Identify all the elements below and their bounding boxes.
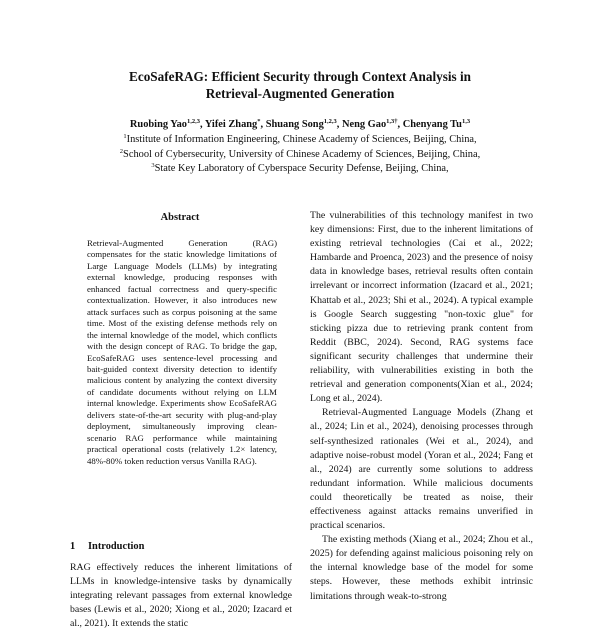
author-list: Ruobing Yao$^{1,2,3}$, Yifei Zhang*, Shuang Song$^{1,2,3}$, Neng Gao$^{1,3\dagger}$, Chenyang Tu$^{1,3}$ bbox=[129, 118, 471, 130]
introduction-paragraph: RAG effectively reduces the inherent limitations of LLMs in knowledge-intensive tasks by dynamically integrating relevant passages from external knowledge bases (Lewis et al., 2020; Xiong et al., 2020; Izacard et al., 2021). It extends the static bbox=[70, 562, 292, 630]
body-paragraph: Retrieval-Augmented Language Models (Zhang et al., 2024; Lin et al., 2024), denoising processes through self-synthesized rationales (Wei et al., 2024), and adaptive noise-robust model (Yoran et al., 2024; Fang et al., 2024) are currently some solutions to address redundant information. While malicious documents could theoretically be treated as noise, their effectiveness against attacks remains unverified in practical scenarios. bbox=[310, 407, 533, 532]
right-column bbox=[310, 209, 533, 604]
author-name: Yifei Zhang bbox=[204, 119, 258, 130]
abstract-heading: Abstract bbox=[160, 212, 200, 223]
author-affiliation-marker: 1,2,3 bbox=[323, 118, 337, 125]
affiliation bbox=[40, 133, 560, 148]
author-name: Chenyang Tu bbox=[402, 119, 462, 130]
body-paragraph: The existing methods (Xiang et al., 2024; Zhou et al., 2025) for defending against malicious poisoning rely on the internal knowledge base of the model for some steps. However, these methods exhibit intrinsic limitations through weak-to-strong bbox=[310, 534, 533, 602]
affiliation-text: State Key Laboratory of Cyberspace Security Defense, Beijing, China, bbox=[154, 163, 449, 174]
title-line-2: Retrieval-Augmented Generation bbox=[205, 85, 395, 101]
section-title: Introduction bbox=[88, 541, 145, 552]
author-affiliation-marker: * bbox=[257, 118, 261, 125]
affiliation bbox=[40, 148, 560, 163]
affiliation-marker: 2 bbox=[119, 147, 124, 155]
affiliation bbox=[40, 162, 560, 177]
section-number: 1 bbox=[70, 541, 76, 552]
paper-title bbox=[60, 69, 540, 102]
abstract-body: Retrieval-Augmented Generation (RAG) compensates for the static knowledge limitations of Large Language Models (LLMs) by integrating external knowledge, producing responses with enhanced factual correctness and query-specific contextualization. However, it also introduces new attack surfaces such as corpus poisoning at the same time. Most of the existing defense methods rely on the internal knowledge of the model, which conflicts with the design concept of RAG. To bridge the gap, EcoSafeRAG uses sentence-level processing and bait-guided context diversity detection to identify malicious content by analyzing the context diversity of candidate documents without relying on LLM internal knowledge. Experiments show EcoSafeRAG delivers state-of-the-art security with plug-and-play deployment, simultaneously improving clean-scenario RAG performance while maintaining practical operational costs (relatively 1.2× latency, 48%-80% token reduction versus Vanilla RAG). bbox=[87, 238, 277, 466]
affiliation-marker: 1 bbox=[123, 133, 127, 140]
author-affiliation-marker: 1,3 bbox=[461, 118, 471, 125]
author-name: Ruobing Yao bbox=[129, 119, 187, 130]
section-heading-introduction bbox=[70, 541, 144, 552]
author-name: Neng Gao bbox=[341, 119, 387, 130]
author-affiliation-marker: 1,2,3 bbox=[187, 118, 200, 125]
author-affiliation-marker: 1,3† bbox=[386, 118, 398, 125]
author-name: Shuang Song bbox=[265, 119, 324, 130]
affiliation-list bbox=[40, 133, 560, 177]
affiliation-text: School of Cybersecurity, University of Chinese Academy of Sciences, Beijing, China, bbox=[123, 148, 481, 160]
affiliation-marker: 3 bbox=[151, 162, 155, 169]
title-line-1: EcoSafeRAG: Efficient Security through Context Analysis in bbox=[129, 69, 471, 84]
body-paragraph: The vulnerabilities of this technology manifest in two key dimensions: First, due to the inherent limitations of existing retrieval technologies (Cai et al., 2022; Hambarde and Proenca, 2023) and the presence of noisy data in knowledge bases, retrieval results often contain irrelevant or incorrect information (Izacard et al., 2021; Khattab et al., 2023; Shi et al., 2024). A typical example is Google Search suggesting "non-toxic glue" for sticking pizza due to retrieving prank content from Reddit (BBC, 2024). Second, RAG systems face significant security challenges that undermine their reliability, with vulnerabilities existing in both the retrieval and generation components(Xian et al., 2024; Long et al., 2024). bbox=[310, 210, 533, 405]
affiliation-text: Institute of Information Engineering, Chinese Academy of Sciences, Beijing, China, bbox=[126, 134, 477, 145]
